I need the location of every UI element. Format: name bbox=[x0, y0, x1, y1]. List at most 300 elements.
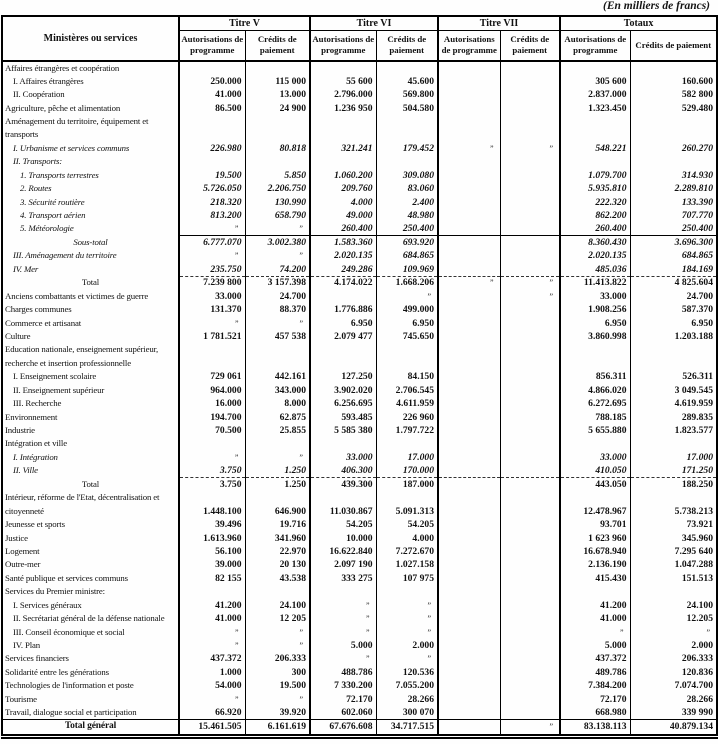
cell-value bbox=[438, 491, 500, 504]
table-row bbox=[2, 101, 717, 114]
cell-value bbox=[500, 639, 560, 652]
row-label: Agriculture, pêche et alimentation bbox=[5, 102, 121, 113]
cell-value bbox=[560, 115, 630, 128]
table-row bbox=[2, 531, 717, 544]
row-label: Intégration et ville bbox=[5, 438, 67, 449]
cell-value: 1.060.200 bbox=[310, 169, 376, 182]
cell-value: 218.320 bbox=[179, 195, 245, 208]
cell-value bbox=[438, 236, 500, 249]
cell-value bbox=[438, 504, 500, 517]
cell-value bbox=[500, 330, 560, 343]
row-label: I. Services généraux bbox=[13, 599, 82, 610]
table-row bbox=[2, 303, 717, 316]
cell-value: 6.950 bbox=[310, 316, 376, 329]
cell-value: 3 157.398 bbox=[245, 276, 310, 289]
cell-value: 170.000 bbox=[376, 464, 438, 477]
cell-value: 22.970 bbox=[245, 545, 310, 558]
cell-value: 1.776.886 bbox=[310, 303, 376, 316]
cell-value: 439.300 bbox=[310, 478, 376, 491]
cell-value: 7 330.200 bbox=[310, 679, 376, 692]
row-label: II. Transports: bbox=[13, 156, 63, 167]
cell-value bbox=[438, 155, 500, 168]
table-row bbox=[2, 88, 717, 101]
cell-value bbox=[438, 195, 500, 208]
cell-value bbox=[438, 289, 500, 302]
cell-value bbox=[438, 357, 500, 370]
cell-value: 194.700 bbox=[179, 410, 245, 423]
cell-value bbox=[438, 128, 500, 141]
table-row bbox=[2, 693, 717, 706]
cell-value: 5.000 bbox=[310, 639, 376, 652]
cell-value: 17.000 bbox=[630, 451, 717, 464]
row-label: Culture bbox=[5, 330, 31, 341]
cell-value bbox=[438, 437, 500, 450]
cell-value bbox=[376, 61, 438, 74]
cell-value: 856.311 bbox=[560, 370, 630, 383]
row-label: Sous-total bbox=[73, 236, 108, 247]
cell-value: 127.250 bbox=[310, 370, 376, 383]
column-header-credits-vi: Crédits de paiement bbox=[376, 30, 438, 61]
cell-value: 813.200 bbox=[179, 209, 245, 222]
cell-value: 19.500 bbox=[179, 169, 245, 182]
cell-value: 24.700 bbox=[630, 289, 717, 302]
cell-value bbox=[310, 437, 376, 450]
cell-value: 11.030.867 bbox=[310, 504, 376, 517]
cell-value: 2.837.000 bbox=[560, 88, 630, 101]
cell-value: 184.169 bbox=[630, 263, 717, 276]
cell-value bbox=[500, 316, 560, 329]
table-row bbox=[2, 384, 717, 397]
column-header-autorisations-totaux: Autorisations de programme bbox=[560, 30, 630, 61]
cell-value bbox=[310, 61, 376, 74]
cell-value: 62.875 bbox=[245, 410, 310, 423]
cell-value: 339 990 bbox=[630, 706, 717, 719]
row-label: Intérieur, réforme de l'Etat, décentralisation et bbox=[5, 492, 160, 503]
cell-value: ” bbox=[179, 693, 245, 706]
table-row bbox=[2, 666, 717, 679]
cell-value: 4.000 bbox=[310, 195, 376, 208]
row-label: 2. Routes bbox=[20, 183, 52, 194]
cell-value: ” bbox=[500, 719, 560, 736]
cell-value: ” bbox=[500, 276, 560, 289]
cell-value: 289.835 bbox=[630, 410, 717, 423]
cell-value: 16.000 bbox=[179, 397, 245, 410]
cell-value bbox=[500, 693, 560, 706]
cell-value: 56.100 bbox=[179, 545, 245, 558]
table-row bbox=[2, 330, 717, 343]
cell-value bbox=[438, 666, 500, 679]
cell-value bbox=[560, 155, 630, 168]
cell-value bbox=[245, 155, 310, 168]
cell-value bbox=[500, 169, 560, 182]
cell-value bbox=[630, 343, 717, 356]
row-label: Total bbox=[81, 478, 100, 489]
cell-value bbox=[438, 478, 500, 491]
table-row bbox=[2, 410, 717, 423]
cell-value: 130.990 bbox=[245, 195, 310, 208]
cell-value: 20 130 bbox=[245, 558, 310, 571]
cell-value bbox=[438, 706, 500, 719]
cell-value bbox=[438, 74, 500, 87]
cell-value: 2.079 477 bbox=[310, 330, 376, 343]
cell-value: 151.513 bbox=[630, 572, 717, 585]
row-label: Services du Premier ministre: bbox=[5, 586, 105, 597]
cell-value bbox=[500, 558, 560, 571]
cell-value: 4 825.604 bbox=[630, 276, 717, 289]
cell-value: 6.272.695 bbox=[560, 397, 630, 410]
row-label: Solidarité entre les générations bbox=[5, 666, 109, 677]
cell-value: 658.790 bbox=[245, 209, 310, 222]
cell-value: 41.000 bbox=[179, 88, 245, 101]
table-row bbox=[2, 599, 717, 612]
cell-value: 3 049.545 bbox=[630, 384, 717, 397]
column-group-titre-v: Titre V bbox=[179, 16, 310, 30]
cell-value bbox=[438, 652, 500, 665]
cell-value: 1.797.722 bbox=[376, 424, 438, 437]
cell-value: ” bbox=[376, 612, 438, 625]
cell-value: ” bbox=[500, 289, 560, 302]
cell-value: 593.485 bbox=[310, 410, 376, 423]
cell-value bbox=[438, 397, 500, 410]
cell-value bbox=[500, 397, 560, 410]
cell-value: ” bbox=[560, 625, 630, 638]
column-group-titre-vi: Titre VI bbox=[310, 16, 438, 30]
cell-value: 67.676.608 bbox=[310, 719, 376, 736]
cell-value: ” bbox=[376, 599, 438, 612]
cell-value: 745.650 bbox=[376, 330, 438, 343]
cell-value: 569.800 bbox=[376, 88, 438, 101]
cell-value bbox=[245, 491, 310, 504]
table-row bbox=[2, 343, 717, 356]
cell-value bbox=[500, 209, 560, 222]
cell-value: ” bbox=[500, 142, 560, 155]
cell-value: 668.980 bbox=[560, 706, 630, 719]
column-header-credits-totaux: Crédits de paiement bbox=[630, 30, 717, 61]
cell-value: 693.920 bbox=[376, 236, 438, 249]
row-label: Technologies de l'information et poste bbox=[5, 680, 134, 691]
row-label: Anciens combattants et victimes de guerre bbox=[5, 290, 149, 301]
cell-value bbox=[500, 612, 560, 625]
cell-value: ” bbox=[179, 639, 245, 652]
cell-value: 8.360.430 bbox=[560, 236, 630, 249]
cell-value: 4.866.020 bbox=[560, 384, 630, 397]
cell-value bbox=[438, 639, 500, 652]
cell-value: 12.478.967 bbox=[560, 504, 630, 517]
cell-value bbox=[376, 343, 438, 356]
cell-value: 410.050 bbox=[560, 464, 630, 477]
cell-value bbox=[438, 531, 500, 544]
cell-value: 6.161.619 bbox=[245, 719, 310, 736]
row-label: 3. Sécurité routière bbox=[20, 196, 85, 207]
cell-value: 1.236 950 bbox=[310, 101, 376, 114]
table-row bbox=[2, 639, 717, 652]
cell-value bbox=[500, 666, 560, 679]
cell-value: 1.448.100 bbox=[179, 504, 245, 517]
cell-value bbox=[245, 61, 310, 74]
cell-value: 343.000 bbox=[245, 384, 310, 397]
row-label: II. Ville bbox=[13, 465, 38, 476]
cell-value bbox=[500, 410, 560, 423]
cell-value: 443.050 bbox=[560, 478, 630, 491]
table-row bbox=[2, 276, 717, 289]
table-row bbox=[2, 289, 717, 302]
cell-value: 249.286 bbox=[310, 263, 376, 276]
row-label: IV. Plan bbox=[13, 640, 40, 651]
cell-value: 74.200 bbox=[245, 263, 310, 276]
cell-value: ” bbox=[245, 639, 310, 652]
column-header-credits-vii: Crédits de paiement bbox=[500, 30, 560, 61]
cell-value: 19.500 bbox=[245, 679, 310, 692]
cell-value: 1 781.521 bbox=[179, 330, 245, 343]
cell-value bbox=[179, 128, 245, 141]
cell-value: ” bbox=[310, 599, 376, 612]
cell-value: 93.701 bbox=[560, 518, 630, 531]
cell-value bbox=[179, 155, 245, 168]
cell-value: 415.430 bbox=[560, 572, 630, 585]
cell-value bbox=[500, 236, 560, 249]
cell-value: 309.080 bbox=[376, 169, 438, 182]
cell-value bbox=[245, 128, 310, 141]
cell-value: 5.738.213 bbox=[630, 504, 717, 517]
cell-value bbox=[500, 249, 560, 262]
cell-value: 2.020.135 bbox=[310, 249, 376, 262]
column-header-credits-v: Crédits de paiement bbox=[245, 30, 310, 61]
table-row bbox=[2, 719, 717, 736]
table-row bbox=[2, 679, 717, 692]
cell-value: 7.272.670 bbox=[376, 545, 438, 558]
cell-value: ” bbox=[376, 289, 438, 302]
row-label: Santé publique et services communs bbox=[5, 572, 128, 583]
table-row bbox=[2, 491, 717, 504]
row-label: Services financiers bbox=[5, 653, 69, 664]
cell-value: 54.205 bbox=[376, 518, 438, 531]
cell-value: ” bbox=[245, 316, 310, 329]
cell-value: 33.000 bbox=[179, 289, 245, 302]
cell-value: ” bbox=[376, 625, 438, 638]
cell-value: 109.969 bbox=[376, 263, 438, 276]
cell-value bbox=[630, 491, 717, 504]
cell-value bbox=[376, 357, 438, 370]
table-row bbox=[2, 424, 717, 437]
cell-value: 188.250 bbox=[630, 478, 717, 491]
cell-value: 24.100 bbox=[630, 599, 717, 612]
table-row bbox=[2, 249, 717, 262]
cell-value bbox=[245, 115, 310, 128]
cell-value: 260.270 bbox=[630, 142, 717, 155]
cell-value: 43.538 bbox=[245, 572, 310, 585]
cell-value bbox=[630, 155, 717, 168]
cell-value bbox=[245, 437, 310, 450]
cell-value bbox=[500, 652, 560, 665]
cell-value bbox=[500, 706, 560, 719]
cell-value bbox=[500, 74, 560, 87]
cell-value: 3.902.020 bbox=[310, 384, 376, 397]
cell-value: 321.241 bbox=[310, 142, 376, 155]
cell-value: 602.060 bbox=[310, 706, 376, 719]
cell-value bbox=[500, 572, 560, 585]
cell-value: 10.000 bbox=[310, 531, 376, 544]
table-row bbox=[2, 115, 717, 128]
cell-value bbox=[500, 155, 560, 168]
cell-value: 2.020.135 bbox=[560, 249, 630, 262]
cell-value bbox=[438, 572, 500, 585]
cell-value: 646.900 bbox=[245, 504, 310, 517]
table-row bbox=[2, 182, 717, 195]
cell-value: 1.000 bbox=[179, 666, 245, 679]
table-row bbox=[2, 706, 717, 719]
row-label: Environnement bbox=[5, 411, 58, 422]
cell-value: 17.000 bbox=[376, 451, 438, 464]
cell-value bbox=[310, 585, 376, 598]
cell-value bbox=[560, 585, 630, 598]
column-header-autorisations-vi: Autorisations de programme bbox=[310, 30, 376, 61]
cell-value: 3.750 bbox=[179, 478, 245, 491]
cell-value: 131.370 bbox=[179, 303, 245, 316]
cell-value bbox=[500, 518, 560, 531]
cell-value bbox=[376, 585, 438, 598]
row-label: recherche et insertion professionnelle bbox=[5, 357, 131, 368]
row-label: Education nationale, enseignement supérieur, bbox=[5, 344, 159, 355]
cell-value bbox=[310, 343, 376, 356]
cell-value bbox=[500, 679, 560, 692]
cell-value: 707.770 bbox=[630, 209, 717, 222]
cell-value bbox=[630, 61, 717, 74]
cell-value: 41.000 bbox=[179, 612, 245, 625]
cell-value bbox=[438, 599, 500, 612]
cell-value bbox=[560, 128, 630, 141]
cell-value bbox=[179, 343, 245, 356]
cell-value bbox=[438, 169, 500, 182]
cell-value: 6.950 bbox=[560, 316, 630, 329]
cell-value: 437.372 bbox=[560, 652, 630, 665]
cell-value bbox=[438, 719, 500, 736]
table-row bbox=[2, 437, 717, 450]
cell-value: 120.836 bbox=[630, 666, 717, 679]
cell-value: 171.250 bbox=[630, 464, 717, 477]
cell-value bbox=[630, 585, 717, 598]
cell-value: 1.323.450 bbox=[560, 101, 630, 114]
cell-value bbox=[630, 128, 717, 141]
cell-value: 120.536 bbox=[376, 666, 438, 679]
cell-value: 39.496 bbox=[179, 518, 245, 531]
cell-value bbox=[500, 464, 560, 477]
cell-value: 206.333 bbox=[245, 652, 310, 665]
cell-value bbox=[560, 437, 630, 450]
cell-value: 3.696.300 bbox=[630, 236, 717, 249]
cell-value: 1.027.158 bbox=[376, 558, 438, 571]
cell-value: 39.920 bbox=[245, 706, 310, 719]
row-label: I. Affaires étrangères bbox=[13, 75, 84, 86]
cell-value: ” bbox=[310, 652, 376, 665]
cell-value: 48.980 bbox=[376, 209, 438, 222]
cell-value: ” bbox=[245, 222, 310, 235]
cell-value: 40.879.134 bbox=[630, 719, 717, 736]
cell-value: 54.000 bbox=[179, 679, 245, 692]
cell-value: 442.161 bbox=[245, 370, 310, 383]
cell-value: 250.400 bbox=[376, 222, 438, 235]
cell-value bbox=[438, 464, 500, 477]
cell-value: 485.036 bbox=[560, 263, 630, 276]
cell-value bbox=[310, 128, 376, 141]
cell-value bbox=[310, 155, 376, 168]
cell-value: 4.174.022 bbox=[310, 276, 376, 289]
cell-value: 8.000 bbox=[245, 397, 310, 410]
row-label: Logement bbox=[5, 545, 40, 556]
cell-value: ” bbox=[245, 693, 310, 706]
cell-value: 250.000 bbox=[179, 74, 245, 87]
cell-value: 250.400 bbox=[630, 222, 717, 235]
cell-value bbox=[500, 545, 560, 558]
cell-value: ” bbox=[179, 451, 245, 464]
table-body bbox=[2, 61, 717, 736]
cell-value bbox=[500, 451, 560, 464]
cell-value: 1.823.577 bbox=[630, 424, 717, 437]
cell-value bbox=[500, 263, 560, 276]
cell-value bbox=[560, 357, 630, 370]
cell-value bbox=[438, 88, 500, 101]
cell-value: 2.289.810 bbox=[630, 182, 717, 195]
row-label: IV. Mer bbox=[13, 263, 39, 274]
table-row bbox=[2, 370, 717, 383]
table-row bbox=[2, 128, 717, 141]
cell-value: 2.000 bbox=[376, 639, 438, 652]
table-row bbox=[2, 478, 717, 491]
cell-value: 28.266 bbox=[630, 693, 717, 706]
cell-value bbox=[245, 343, 310, 356]
cell-value bbox=[438, 451, 500, 464]
cell-value: 226 960 bbox=[376, 410, 438, 423]
cell-value: 300 bbox=[245, 666, 310, 679]
cell-value bbox=[500, 222, 560, 235]
table-row bbox=[2, 357, 717, 370]
cell-value: 13.000 bbox=[245, 88, 310, 101]
cell-value bbox=[438, 343, 500, 356]
cell-value: 582 800 bbox=[630, 88, 717, 101]
row-label: I. Intégration bbox=[13, 451, 58, 462]
cell-value bbox=[500, 478, 560, 491]
cell-value: 73.921 bbox=[630, 518, 717, 531]
cell-value: ” bbox=[179, 249, 245, 262]
cell-value: ” bbox=[376, 652, 438, 665]
cell-value: 2.796.000 bbox=[310, 88, 376, 101]
cell-value bbox=[376, 155, 438, 168]
cell-value: 49.000 bbox=[310, 209, 376, 222]
cell-value: ” bbox=[310, 612, 376, 625]
row-label: II. Enseignement supérieur bbox=[13, 384, 105, 395]
cell-value bbox=[179, 437, 245, 450]
cell-value: 1.583.360 bbox=[310, 236, 376, 249]
cell-value: 34.717.515 bbox=[376, 719, 438, 736]
cell-value: 66.920 bbox=[179, 706, 245, 719]
row-label: Justice bbox=[5, 532, 28, 543]
cell-value bbox=[500, 195, 560, 208]
cell-value: 24.700 bbox=[245, 289, 310, 302]
cell-value: 3.002.380 bbox=[245, 236, 310, 249]
cell-value: 7.074.700 bbox=[630, 679, 717, 692]
row-label: 4. Transport aérien bbox=[20, 210, 86, 221]
cell-value bbox=[245, 585, 310, 598]
cell-value: 1.079.700 bbox=[560, 169, 630, 182]
cell-value bbox=[438, 101, 500, 114]
units-note: (En milliers de francs) bbox=[602, 0, 710, 12]
cell-value: 16.622.840 bbox=[310, 545, 376, 558]
cell-value bbox=[500, 625, 560, 638]
cell-value: 41.000 bbox=[560, 612, 630, 625]
table-row bbox=[2, 155, 717, 168]
cell-value: 862.200 bbox=[560, 209, 630, 222]
table-row bbox=[2, 222, 717, 235]
cell-value: 1.203.188 bbox=[630, 330, 717, 343]
